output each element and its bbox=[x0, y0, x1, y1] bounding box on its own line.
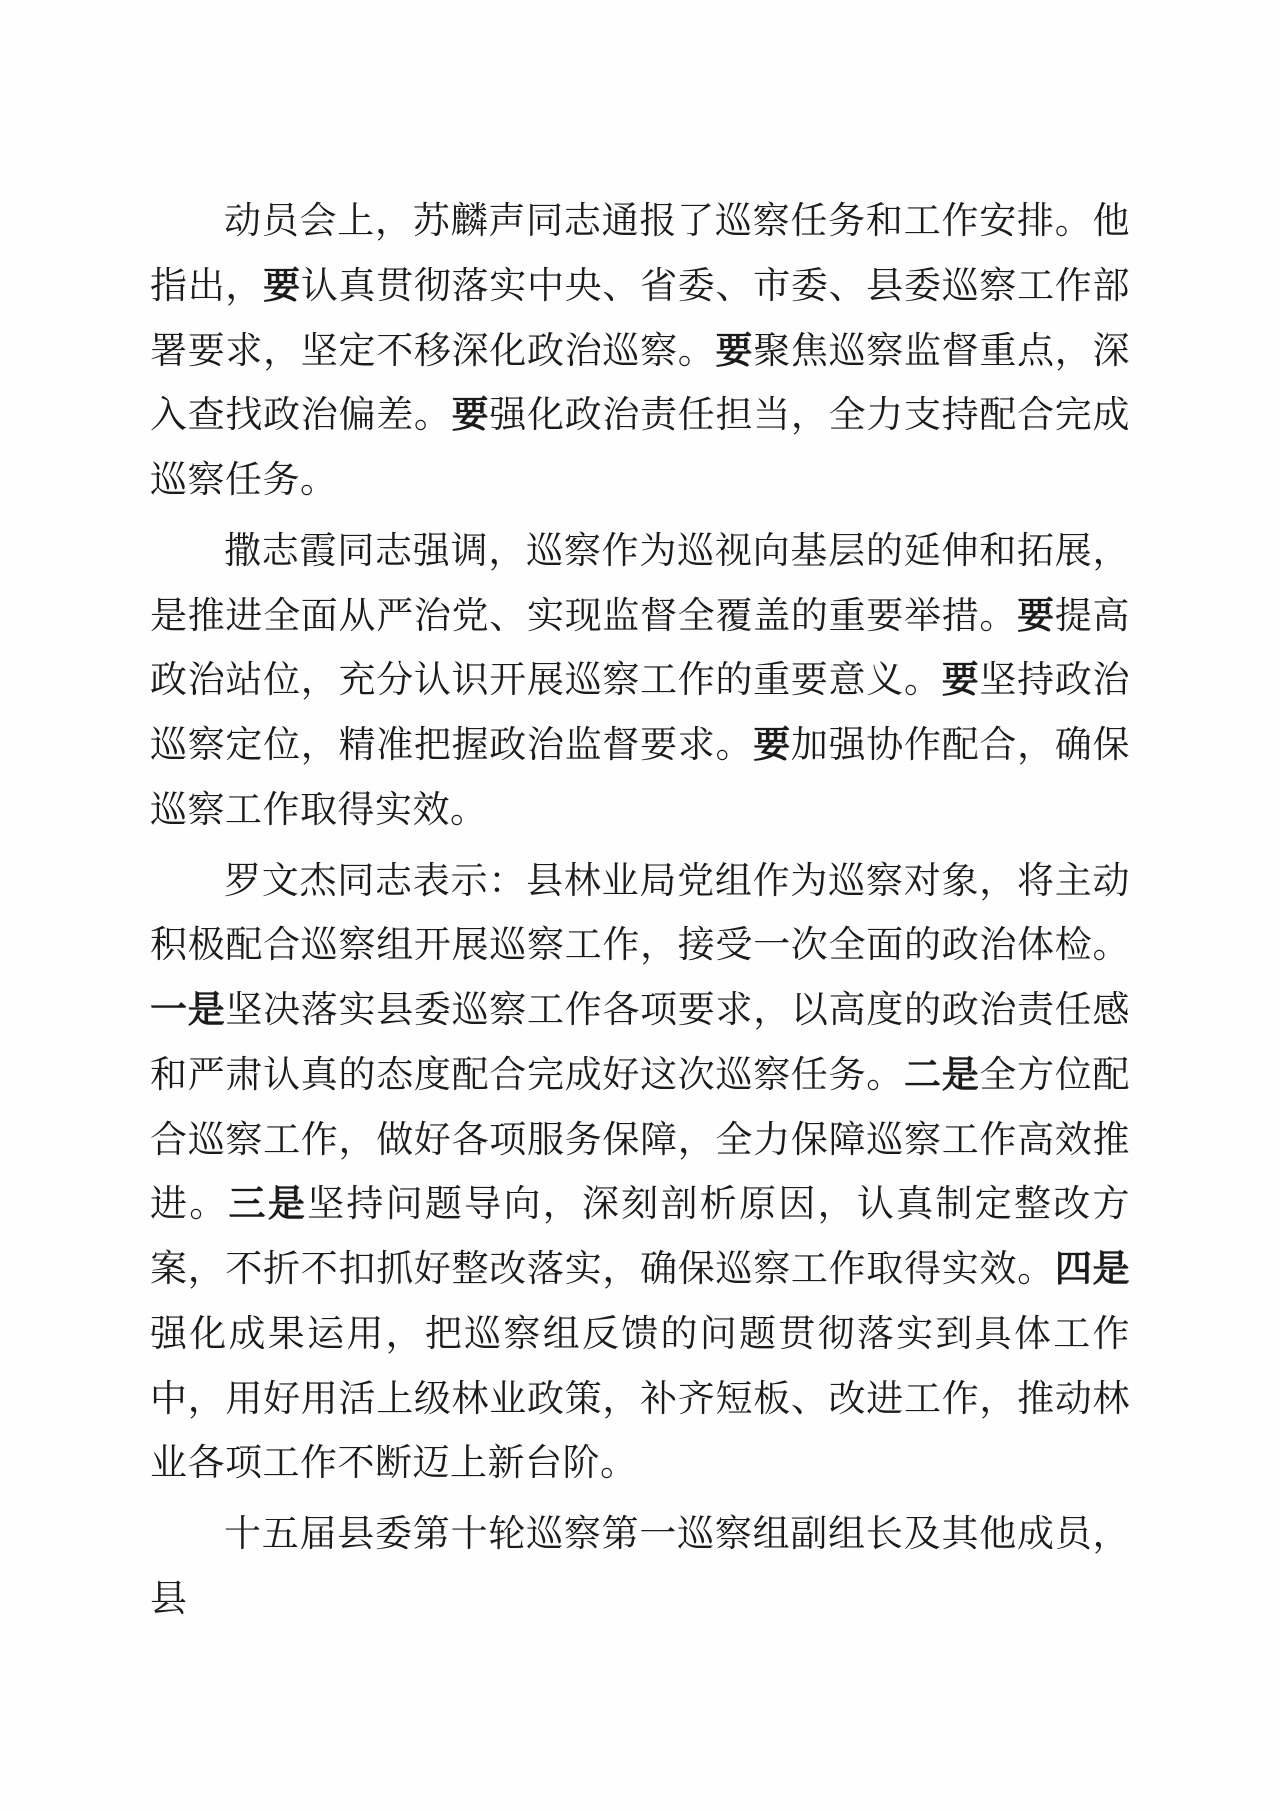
emphasis-text: 要 bbox=[1017, 595, 1055, 637]
emphasis-text: 三是 bbox=[228, 1184, 308, 1226]
paragraph-4 bbox=[150, 1503, 1130, 1633]
emphasis-text: 要 bbox=[941, 660, 980, 702]
paragraph-3 bbox=[150, 850, 1130, 1498]
body-text-run: 罗文杰同志表示：县林业局党组作为巡察对象，将主动积极配合巡察组开展巡察工作，接受一次全面的政治体检。 bbox=[150, 860, 1130, 967]
body-text-run: 坚决落实县委巡察工作各项要求，以高度的政治责任感和严肃认真的态度配合完成好这次巡察任务。 bbox=[150, 990, 1131, 1096]
body-text-run: 十五届县委第十轮巡察第一巡察组副组长及其他成员，县 bbox=[150, 1514, 1130, 1620]
body-text-run: 撒志霞同志强调，巡察作为巡视向基层的延伸和拓展，是推进全面从严治党、实现监督全覆盖的重要举措。 bbox=[150, 530, 1130, 637]
emphasis-text: 四是 bbox=[1054, 1249, 1131, 1290]
body-text-run: 动员会上，苏麟声同志通报了巡察任务和工作安排。他指出， bbox=[150, 201, 1130, 307]
body-text-run: 坚持政治巡察定位，精准把握政治监督要求。 bbox=[150, 660, 1131, 766]
paragraph-1 bbox=[150, 190, 1130, 514]
body-text-run: 全方位配合巡察工作，做好各项服务保障，全力保障巡察工作高效推进。 bbox=[150, 1054, 1131, 1226]
document-body bbox=[150, 190, 1130, 1633]
emphasis-text: 要 bbox=[263, 265, 301, 307]
body-text-run: 强化成果运用，把巡察组反馈的问题贯彻落实到具体工作中，用好用活上级林业政策，补齐短板、改进工作，推动林业各项工作不断迈上新台阶。 bbox=[150, 1313, 1130, 1485]
body-text-run: 加强协作配合，确保巡察工作取得实效。 bbox=[150, 725, 1131, 831]
emphasis-text: 要 bbox=[753, 725, 791, 766]
body-text-run: 认真贯彻落实中央、省委、市委、县委巡察工作部署要求，坚定不移深化政治巡察。 bbox=[150, 265, 1131, 372]
body-text-run: 提高政治站位，充分认识开展巡察工作的重要意义。 bbox=[150, 595, 1131, 702]
paragraph-2 bbox=[150, 520, 1130, 844]
emphasis-text: 要 bbox=[715, 330, 754, 372]
body-text-run: 聚焦巡察监督重点，深入查找政治偏差。 bbox=[150, 330, 1131, 437]
body-text-run: 强化政治责任担当，全力支持配合完成巡察任务。 bbox=[150, 395, 1131, 501]
emphasis-text: 要 bbox=[451, 395, 490, 437]
body-text-run: 坚持问题导向，深刻剖析原因，认真制定整改方案，不折不扣抓好整改落实，确保巡察工作取得实效。 bbox=[150, 1184, 1131, 1290]
emphasis-text: 二是 bbox=[904, 1054, 980, 1096]
emphasis-text: 一是 bbox=[150, 990, 226, 1031]
